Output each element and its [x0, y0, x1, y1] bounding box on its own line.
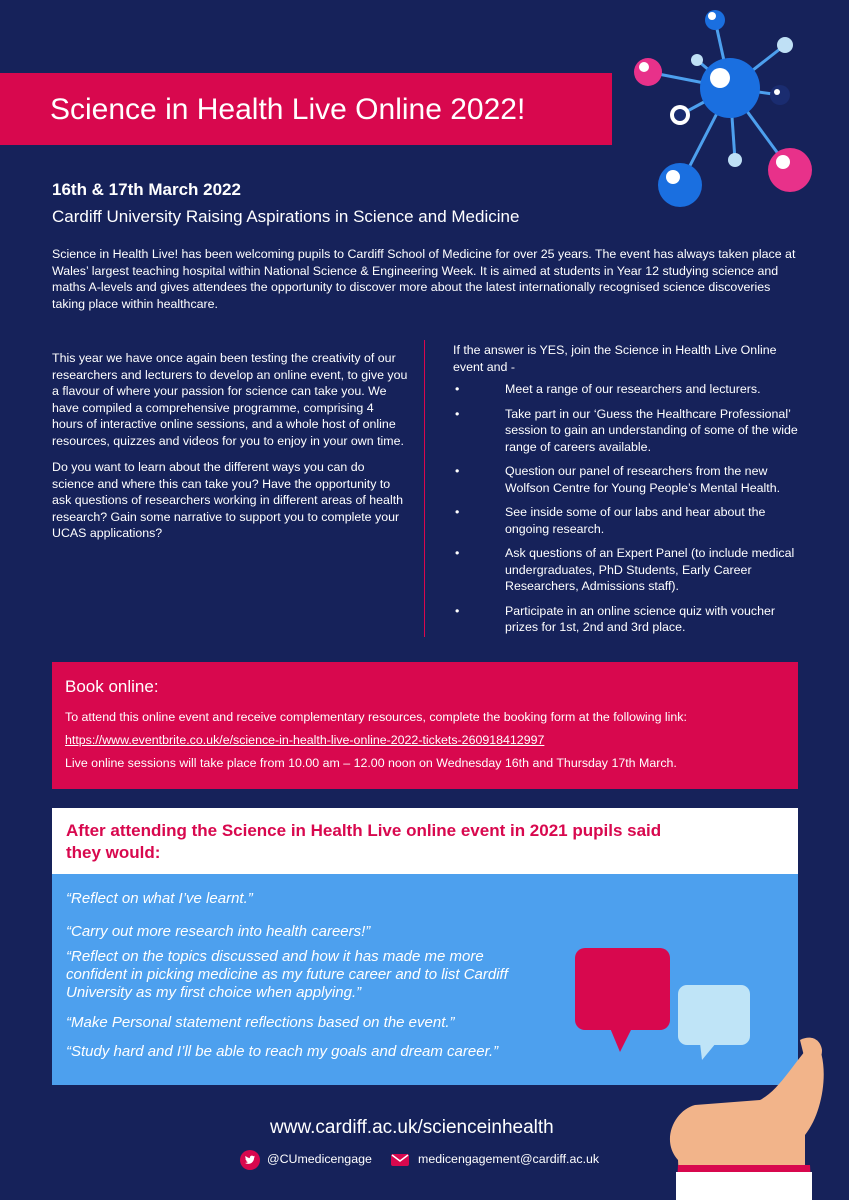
pupil-quote-5: “Study hard and I’ll be able to reach my goals and dream career.” [66, 1043, 499, 1060]
right-column [453, 342, 798, 644]
column-divider [424, 340, 425, 637]
envelope-icon[interactable] [390, 1150, 410, 1170]
quote-heading: After attending the Science in Health Live online event in 2021 pupils said they would: [66, 821, 662, 862]
molecule-illustration [590, 0, 849, 215]
speech-bubbles-hand-illustration [560, 940, 849, 1200]
list-item: • Question our panel of researchers from the new Wolfson Centre for Young People’s Mental Health. [455, 464, 781, 495]
list-item: • Participate in an online science quiz with voucher prizes for 1st, 2nd and 3rd place. [455, 603, 775, 634]
event-subtitle: Cardiff University Raising Aspirations in Science and Medicine [52, 207, 520, 226]
twitter-handle[interactable]: @CUmedicengage [267, 1152, 372, 1166]
bullet-icon: • [455, 505, 460, 519]
list-item: • Meet a range of our researchers and lecturers. [455, 382, 761, 396]
pupil-quote-4: “Make Personal statement reflections based on the event.” [66, 1014, 455, 1031]
left-paragraph-1: This year we have once again been testing the creativity of our researchers and lecturers to develop an online event, to give you a flavour of where your passion for science can take you. We have compiled a comprehensive programme, comprising 4 hours of interactive online sessions, and a whole host of online resources, quizzes and videos for you to enjoy in your own time. [52, 351, 408, 448]
list-item: • Take part in our ‘Guess the Healthcare Professional’ session to gain an understanding of some of the wide range of careers available. [455, 406, 798, 454]
booking-title: Book online: [65, 677, 159, 696]
left-paragraph-2: Do you want to learn about the different ways you can do science and where this can take you? Have the opportunity to ask questions of researchers working in different areas of health research? Gain some narrative to support you to complete your UCAS applications? [52, 460, 404, 540]
bullet-icon: • [455, 406, 460, 421]
bullet-icon: • [455, 546, 460, 560]
page-title: Science in Health Live Online 2022! [50, 93, 526, 126]
right-lead: If the answer is YES, join the Science in Health Live Online event and - [453, 343, 777, 374]
booking-instructions: To attend this online event and receive complementary resources, complete the booking form at the following link: [65, 710, 687, 724]
email-address[interactable]: medicengagement@cardiff.ac.uk [418, 1152, 600, 1166]
bullet-icon: • [455, 382, 460, 396]
pupil-quote-2: “Carry out more research into health careers!” [66, 923, 371, 940]
bullet-icon: • [455, 464, 460, 478]
left-column [52, 350, 408, 552]
activity-list [453, 381, 798, 636]
bullet-icon: • [455, 603, 460, 618]
list-item: • Ask questions of an Expert Panel (to include medical undergraduates, PhD Students, Early Career Researchers, Admissions staff). [455, 546, 795, 593]
booking-link[interactable]: https://www.eventbrite.co.uk/e/science-in-health-live-online-2022-tickets-260918412997 [65, 733, 545, 747]
website-link[interactable]: www.cardiff.ac.uk/scienceinhealth [270, 1117, 554, 1138]
pupil-quote-3: “Reflect on the topics discussed and how it has made me more confident in picking medicine as my future career and to list Cardiff University as my first choice when applying.” [66, 948, 508, 1001]
intro-paragraph: Science in Health Live! has been welcoming pupils to Cardiff School of Medicine for over 25 years. The event has always taken place at Wales’ largest teaching hospital within National Science & Engineering Week. It is aimed at students in Year 12 studying science and maths A-levels and gives attendees the opportunity to discover more about the latest internationally recognised science discoveries taking place within healthcare. [52, 247, 796, 311]
pupil-quote-1: “Reflect on what I’ve learnt.” [66, 890, 253, 907]
event-dates: 16th & 17th March 2022 [52, 180, 241, 199]
twitter-bird-icon[interactable] [240, 1150, 260, 1170]
list-item: • See inside some of our labs and hear about the ongoing research. [455, 505, 766, 536]
session-times: Live online sessions will take place from 10.00 am – 12.00 noon on Wednesday 16th and Thursday 17th March. [65, 756, 677, 770]
